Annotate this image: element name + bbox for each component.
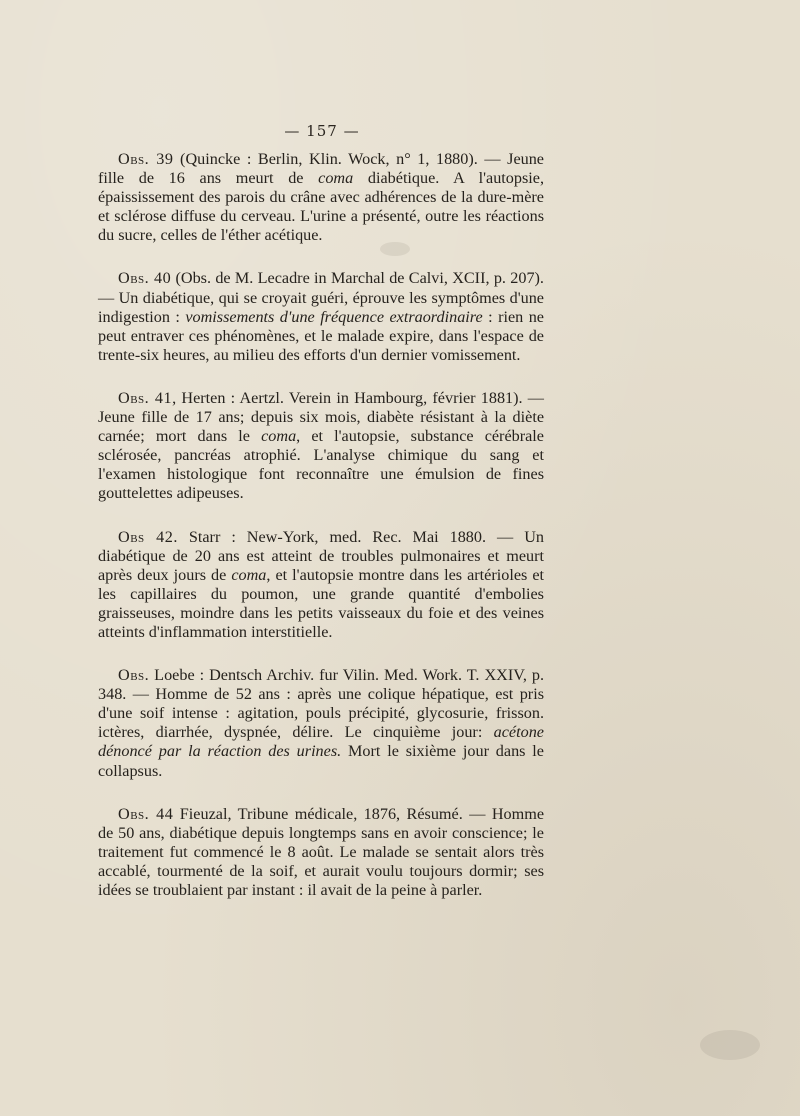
observation-label: Obs. 39 [118, 150, 174, 168]
italic-term: coma [231, 565, 267, 584]
observation-label: Obs. 41 [118, 388, 173, 407]
paragraph-text: : rien ne peut entraver ces phénomènes, et le malade expire, dans l'espace de trente-six heures, au milieu des efforts d'un dernier vomissement. [98, 307, 544, 364]
page-number: — 157 — [284, 122, 360, 140]
italic-term: vomissements d'une fréquence extraordinaire [185, 307, 483, 326]
paragraph-text: , et l'autopsie montre dans les artérioles et les capillaires du poumon, une grande quantité d'embolies graisseuses, moindre dans les petits vaisseaux du foie et des veines atteints d'inflammation interstitielle. [98, 565, 545, 641]
observation-paragraph [98, 389, 544, 504]
paragraph-text: , et l'autopsie, substance cérébrale sclérosée, pancréas atrophié. L'analyse chimique du sang et l'examen histologique font reconnaître une émulsion de fines gouttelettes adipeuses. [98, 427, 544, 503]
paragraph-text: Starr : New-York, med. Rec. Mai 1880. — Un diabétique de 20 ans est atteint de troubles pulmonaires et meurt après deux jours de [98, 527, 544, 584]
paragraph-text: Fieuzal, Tribune médicale, 1876, Résumé. — Homme de 50 ans, diabétique depuis longtemps sans en avoir conscience; le traitement fut commencé le 8 août. Le malade se sentait alors très accablé, tourmenté de la soif, et aurait voulu toujours dormir; ses idées se troublaient par instant : il avait de la peine à parler. [98, 804, 544, 899]
observation-label: Obs. 44 [118, 804, 174, 823]
observation-paragraph [98, 666, 544, 781]
document-body [98, 150, 544, 924]
observation-paragraph [98, 269, 544, 364]
observation-paragraph [98, 805, 544, 900]
observation-label: Obs 42. [118, 527, 178, 546]
italic-term: coma [318, 169, 354, 188]
italic-term: coma [261, 427, 297, 446]
paragraph-text: , Herten : Aertzl. Verein in Hambourg, février 1881). — Jeune fille de 17 ans; depuis six mois, diabète résistant à la diète carnée; mort dans le [98, 388, 544, 446]
italic-term: acétone dénoncé par la réaction des urines. [98, 723, 544, 761]
paragraph-text: diabétique. A l'autopsie, épaississement des parois du crâne avec adhérences de la dure-mère et sclérose diffuse du cerveau. L'urine a présenté, outre les réactions du sucre, celles de l'éther acétique. [98, 169, 544, 245]
paragraph-text: Mort le sixième jour dans le collapsus. [98, 742, 544, 780]
paragraph-text: (Obs. de M. Lecadre in Marchal de Calvi, XCII, p. 207). — Un diabétique, qui se croyait guéri, éprouve les symptômes d'une indigestion : [98, 269, 544, 326]
observation-paragraph [98, 150, 544, 245]
paragraph-text: (Quincke : Berlin, Klin. Wock, n° 1, 1880). — Jeune fille de 16 ans meurt de [98, 150, 544, 188]
observation-paragraph [98, 528, 544, 643]
paragraph-text: Loebe : Dentsch Archiv. fur Vilin. Med. Work. T. XXIV, p. 348. — Homme de 52 ans : après une colique hépatique, est pris d'une soif intense : agitation, pouls précipité, glycosurie, frisson. ictères, diarrhée, dyspnée, délire. Le cinquième jour: [98, 666, 544, 742]
observation-label: Obs. [118, 666, 150, 685]
observation-label: Obs. 40 [118, 269, 172, 288]
